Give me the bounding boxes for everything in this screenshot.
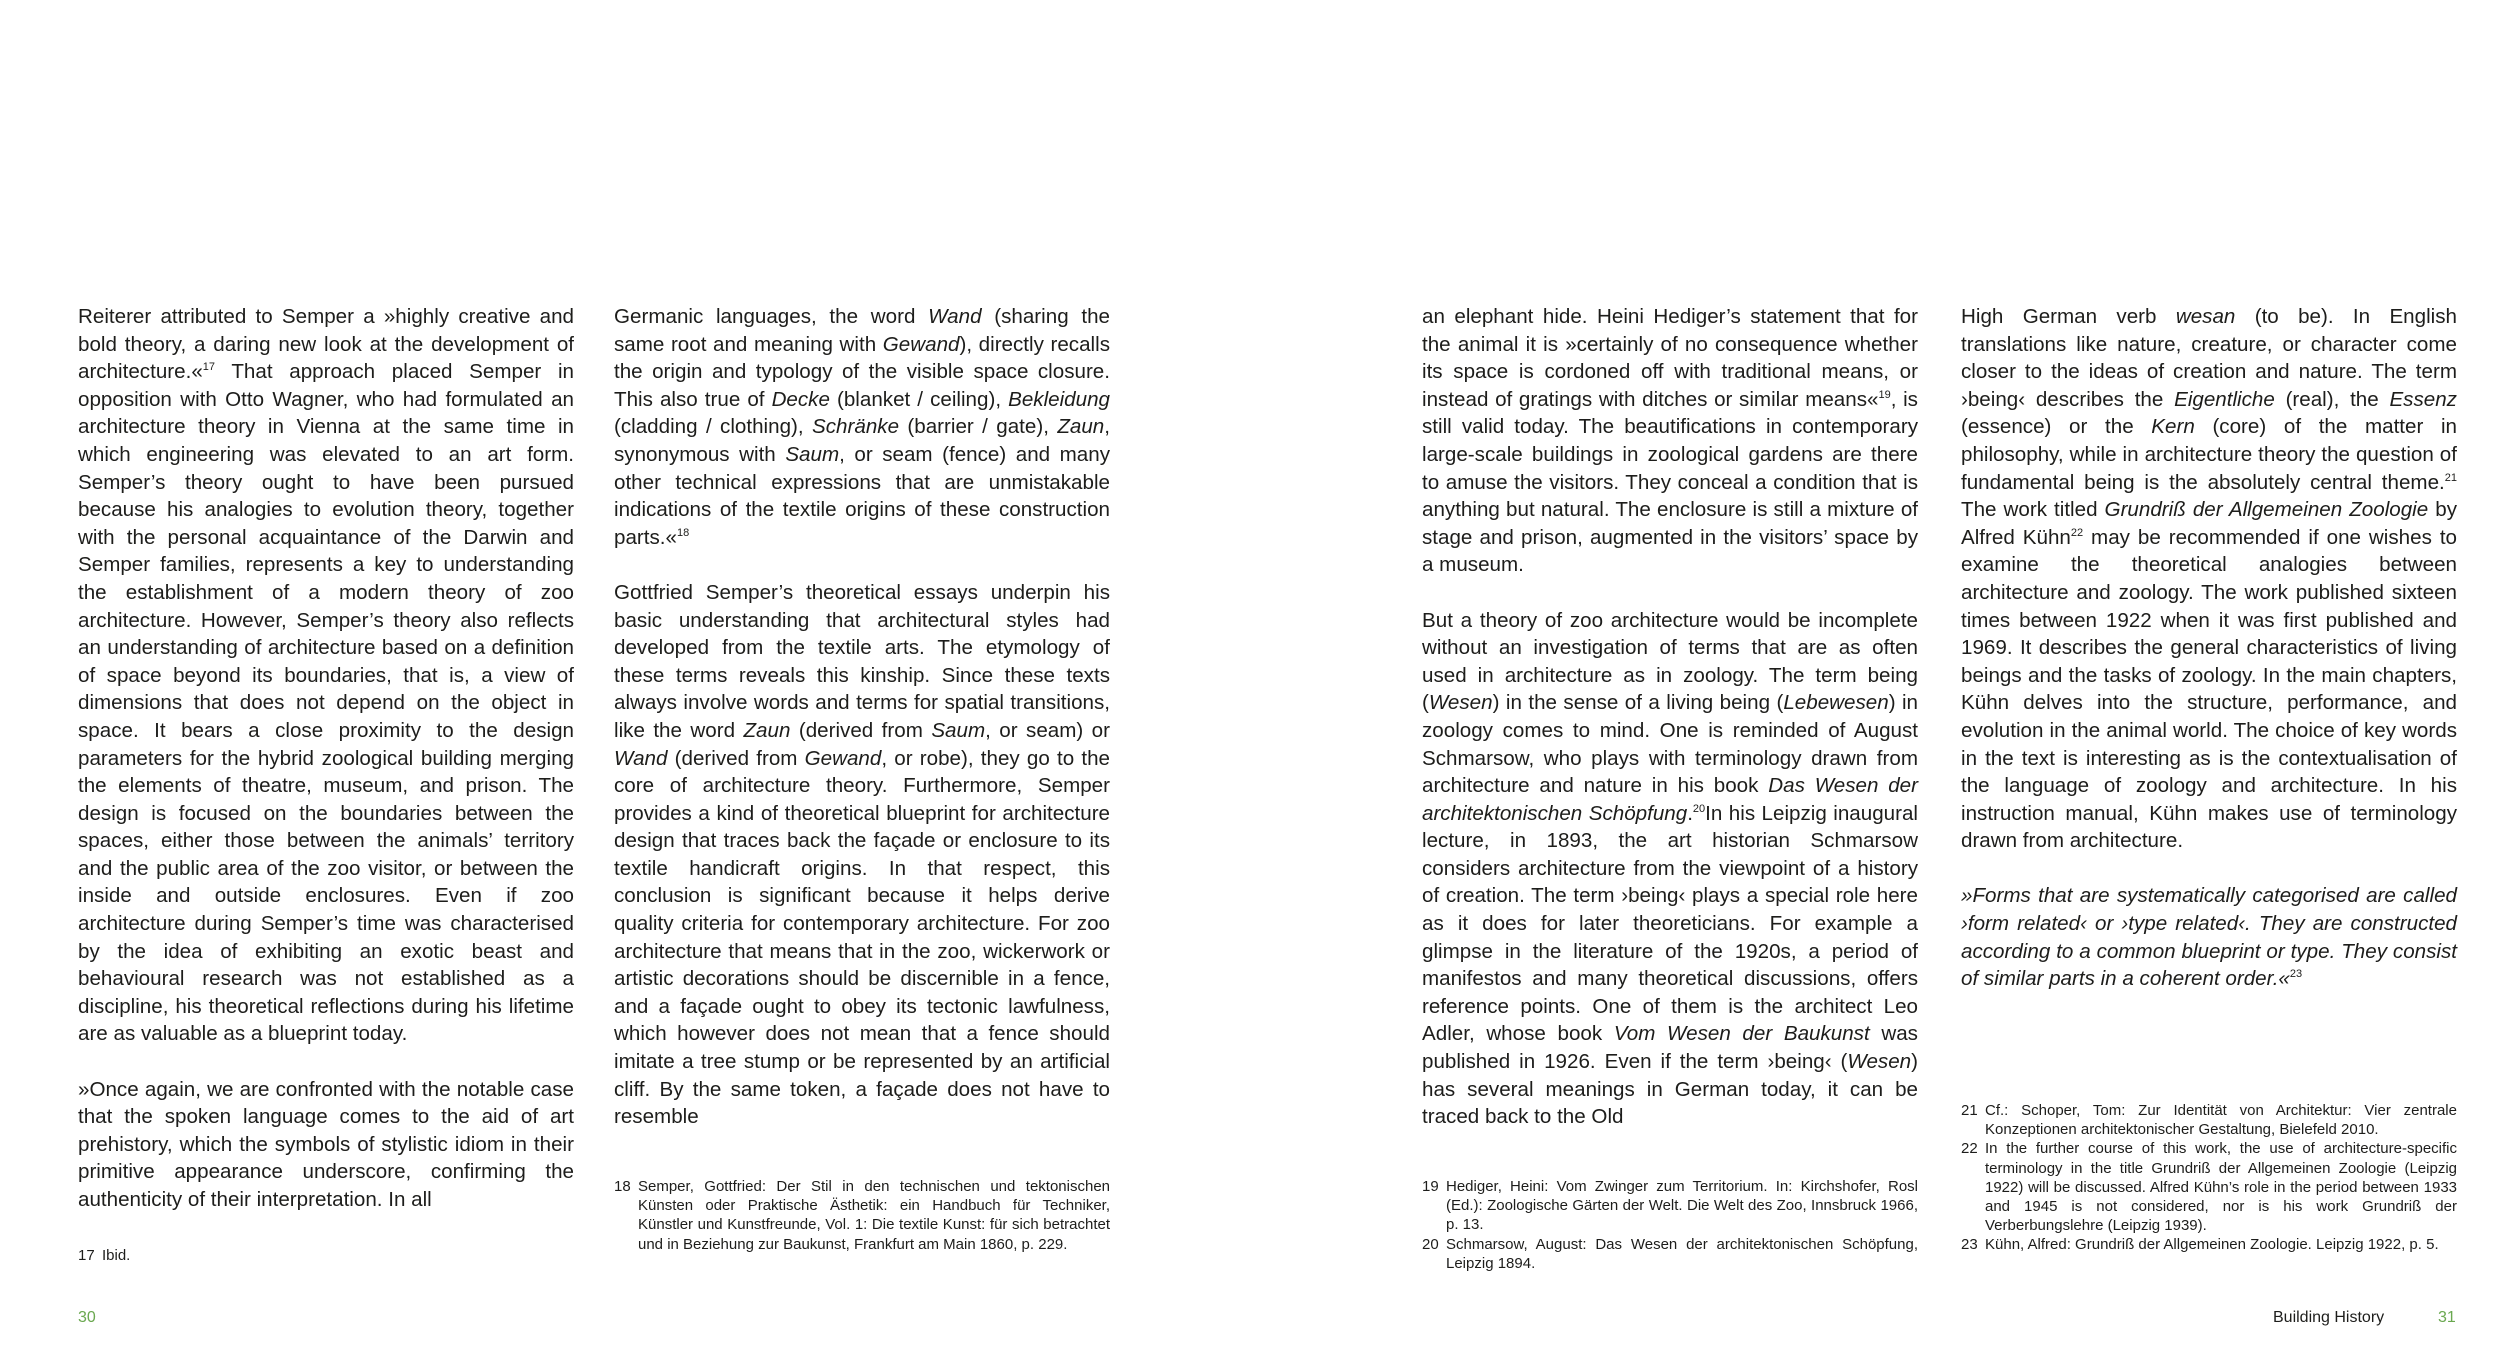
footnotes-column-3 [1422, 1177, 1918, 1273]
footnote-ref: 18 [676, 526, 690, 539]
footnote: 22 In the further course of this work, the use of architecture-specific terminology in the title Grundriß der Allgemeinen Zoologie (Leipzig 1922) will be discussed. Alfred Kühn’s role in the period between 1933 and 1945 is not considered, nor is his work Grundriß der Verberbungslehre (Leipzig 1939). [1961, 1140, 2457, 1235]
footnote-ref: 21 [2444, 471, 2457, 484]
footnote: 19 Hediger, Heini: Vom Zwinger zum Territorium. In: Kirchshofer, Rosl (Ed.): Zoologische Gärten der Welt. Die Welt des Zoo, Innsbruck 1966, p. 13. [1422, 1178, 1918, 1234]
footnote: 21 Cf.: Schoper, Tom: Zur Identität von Architektur: Vier zentrale Konzeptionen architektonischer Gestaltung, Bielefeld 2010. [1961, 1102, 2457, 1139]
footnote-ref: 23 [2289, 968, 2303, 981]
footnote: 20 Schmarsow, August: Das Wesen der architektonischen Schöpfung, Leipzig 1894. [1422, 1235, 1918, 1272]
footnote-ref: 17 [202, 361, 216, 374]
footnote-ref: 22 [2070, 526, 2084, 539]
paragraph: Gottfried Semper’s theoretical essays underpin his basic understanding that architectural styles had developed from the textile arts. The etymology of these terms reveals this kinship. Since these texts always involve words and terms for spatial transitions, like the word Zaun (derived from Saum, or seam) or Wand (derived from Gewand, or robe), they go to the core of architecture theory. Furthermore, Semper provides a kind of theoretical blueprint for architecture design that traces back the façade or enclosure to its textile handicraft origins. In that respect, this conclusion is significant because it helps derive quality criteria for contemporary architecture. For zoo architecture that means that in the zoo, wickerwork or artistic decorations should be discernible in a fence, and a façade ought to obey its tectonic lawfulness, which however does not mean that a fence should imitate a tree stump or be represented by an artificial cliff. By the same token, a façade does not have to resemble [614, 580, 1110, 1129]
footnote: 17 Ibid. [78, 1247, 131, 1264]
footnote-ref: 20 [1692, 802, 1706, 815]
paragraph: an elephant hide. Heini Hediger’s statement that for the animal it is »certainly of no consequence whether its space is cordoned off with traditional means, or instead of gratings with ditches or similar means«$^{19}$, is still valid today. The beautifications in contemporary large-scale buildings in zoological gardens are there to amuse the visitors. They conceal a condition that is anything but natural. The enclosure is still a mixture of stage and prison, augmented in the visitors’ space by a museum. [1422, 305, 1918, 577]
footnote: 18 Semper, Gottfried: Der Stil in den technischen und tektonischen Künsten oder Praktische Ästhetik: ein Handbuch für Techniker, Künstler und Kunstfreunde, Vol. 1: Die textile Kunst: für sich betrachtet und in Beziehung zur Baukunst, Frankfurt am Main 1860, p. 229. [614, 1178, 1110, 1253]
paragraph: High German verb wesan (to be). In English translations like nature, creature, or character come closer to the ideas of creation and nature. The term ›being‹ describes the Eigentliche (real), the Essenz (essence) or the Kern (core) of the matter in philosophy, while in architecture theory the question of fundamental being is the absolutely central theme.$^{21}$ The work titled Grundriß der Allgemeinen Zoologie by Alfred Kühn$^{22}$ may be recommended if one wishes to examine the theoretical analogies between architecture and zoology. The work published sixteen times between 1922 when it was first published and 1969. It describes the general characteristics of living beings and the tasks of zoology. In the main chapters, Kühn delves into the structure, performance, and evolution in the animal world. The choice of key words in the text is interesting as is the contextualisation of the language of zoology and architecture. In his instruction manual, Kühn makes use of terminology drawn from architecture. [1961, 305, 2458, 853]
page-number-left: 30 [78, 1309, 96, 1326]
footnote: 23 Kühn, Alfred: Grundriß der Allgemeinen Zoologie. Leipzig 1922, p. 5. [1961, 1236, 2439, 1254]
left-page-column-1 [78, 303, 574, 1214]
right-page-column-3 [1422, 303, 1918, 1131]
page-number-right: 31 [2438, 1309, 2456, 1326]
block-quote: »Forms that are systematically categorised are called ›form related‹ or ›type related‹. They are constructed according to a common blueprint or type. They consist of similar parts in a coherent order.«$^{23}$ [1961, 884, 2457, 991]
footnote-ref: 19 [1878, 388, 1891, 401]
paragraph: Germanic languages, the word Wand (sharing the same root and meaning with Gewand), directly recalls the origin and typology of the visible space closure. This also true of Decke (blanket / ceiling), Bekleidung (cladding / clothing), Schränke (barrier / gate), Zaun, synonymous with Saum, or seam (fence) and many other technical expressions that are unmistakable indications of the textile origins of these construction parts.«$^{18}$ [614, 305, 1110, 549]
paragraph: But a theory of zoo architecture would be incomplete without an investigation of terms that are as often used in architecture as in zoology. The term being (Wesen) in the sense of a living being (Lebewesen) in zoology comes to mind. One is reminded of August Schmarsow, who plays with terminology drawn from architecture and nature in his book Das Wesen der architektonischen Schöpfung.$^{20}$In his Leipzig inaugural lecture, in 1893, the art historian Schmarsow considers architecture from the viewpoint of a history of creation. The term ›being‹ plays a special role here as it does for later theoreticians. For example a glimpse in the literature of the 1920s, a period of manifestos and many theoretical discussions, offers reference points. One of them is the architect Leo Adler, whose book Vom Wesen der Baukunst was published in 1926. Even if the term ›being‹ (Wesen) has several meanings in German today, it can be traced back to the Old [1422, 608, 1919, 1129]
paragraph: Reiterer attributed to Semper a »highly creative and bold theory, a daring new look at the development of architecture.«$^{17}$ That approach placed Semper in opposition with Otto Wagner, who had formulated an architecture theory in Vienna at the same time in which engineering was elevated to an art form. Semper’s theory ought to have been pursued because his analogies to evolution theory, together with the personal acquaintance of the Darwin and Semper families, represents a key to understanding the establishment of a modern theory of zoo architecture. However, Semper’s theory also reflects an understanding of architecture based on a definition of space beyond its boundaries, that is, a view of dimensions that does not depend on the object in space. It bears a close proximity to the design parameters for the hybrid zoological building merging the elements of theatre, museum, and prison. The design is focused on the boundaries between the spaces, either those between the animals’ territory and the public area of the zoo visitor, or between the inside and outside enclosures. Even if zoo architecture during Semper’s time was characterised by the idea of exhibiting an exotic beast and behavioural research was not established as a discipline, his theoretical reflections during his lifetime are as valuable as a blueprint today. [78, 305, 574, 1046]
paragraph: »Once again, we are confronted with the notable case that the spoken language comes to the aid of art prehistory, which the symbols of stylistic idiom in their primitive appearance underscore, confirming the authenticity of their interpretation. In all [78, 1077, 574, 1211]
running-head: Building History [2273, 1309, 2385, 1326]
right-page-column-4 [1961, 303, 2457, 993]
footnotes-column-4 [1961, 1101, 2457, 1255]
footnotes-column-1 [78, 1246, 574, 1265]
footnotes-column-2 [614, 1177, 1110, 1254]
left-page-column-2 [614, 303, 1110, 1131]
